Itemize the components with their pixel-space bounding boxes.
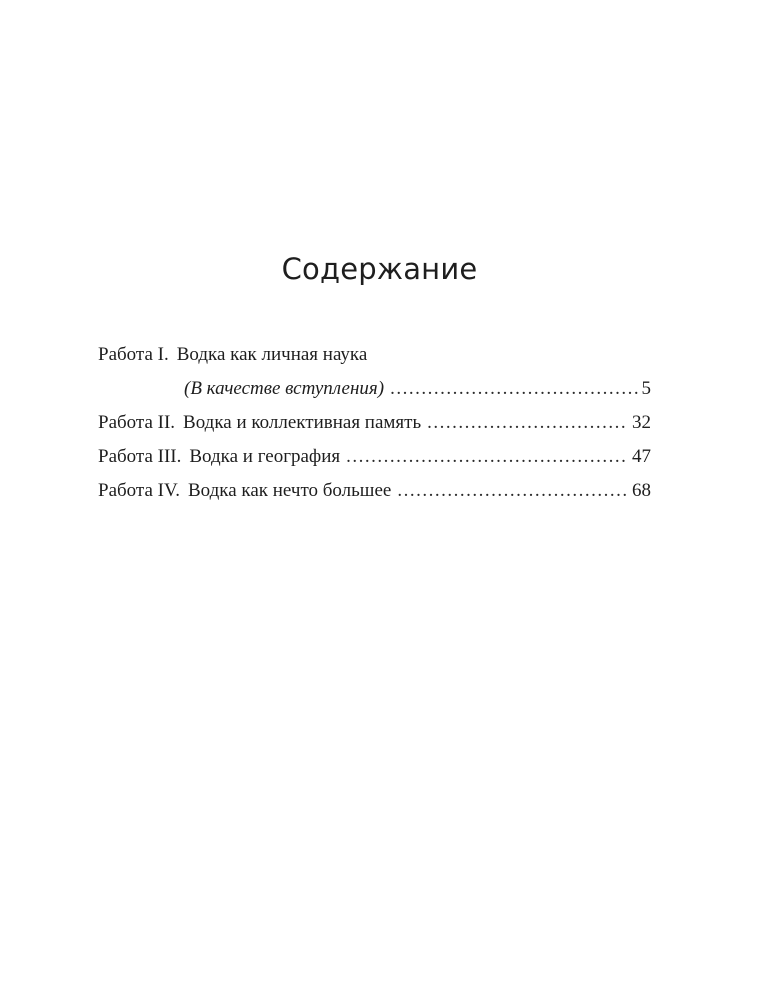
toc-entry <box>98 406 651 440</box>
toc-entry-label <box>98 338 367 372</box>
toc-entry-subtitle: (В качестве вступления) <box>184 378 385 399</box>
toc-entry-label <box>98 474 391 508</box>
toc-entry-title: Водка как нечто большее <box>187 480 392 501</box>
toc-entry <box>98 440 651 474</box>
dot-leader <box>397 474 628 508</box>
dot-leader <box>390 372 637 406</box>
toc-page-number: 47 <box>632 446 651 467</box>
page-title: Содержание <box>281 252 478 286</box>
toc-page-number: 68 <box>632 480 651 501</box>
toc-entry-title: Водка и коллективная память <box>183 412 422 433</box>
table-of-contents <box>98 338 651 508</box>
toc-entry-title: Водка и география <box>189 446 341 467</box>
toc-entry <box>98 338 651 372</box>
dot-leader <box>427 406 628 440</box>
toc-entry-number: Работа III. <box>98 446 182 467</box>
toc-entry-subtitle-row <box>98 372 651 406</box>
toc-entry-label <box>98 406 421 440</box>
toc-entry-title: Водка как личная наука <box>176 344 368 365</box>
dot-leader <box>346 440 628 474</box>
toc-entry <box>98 474 651 508</box>
toc-page-number: 32 <box>632 412 651 433</box>
toc-entry-number: Работа II. <box>98 412 176 433</box>
toc-entry-number: Работа I. <box>98 344 169 365</box>
toc-entry-number: Работа IV. <box>98 480 180 501</box>
toc-page-number: 5 <box>641 378 651 399</box>
toc-entry-label <box>98 440 340 474</box>
